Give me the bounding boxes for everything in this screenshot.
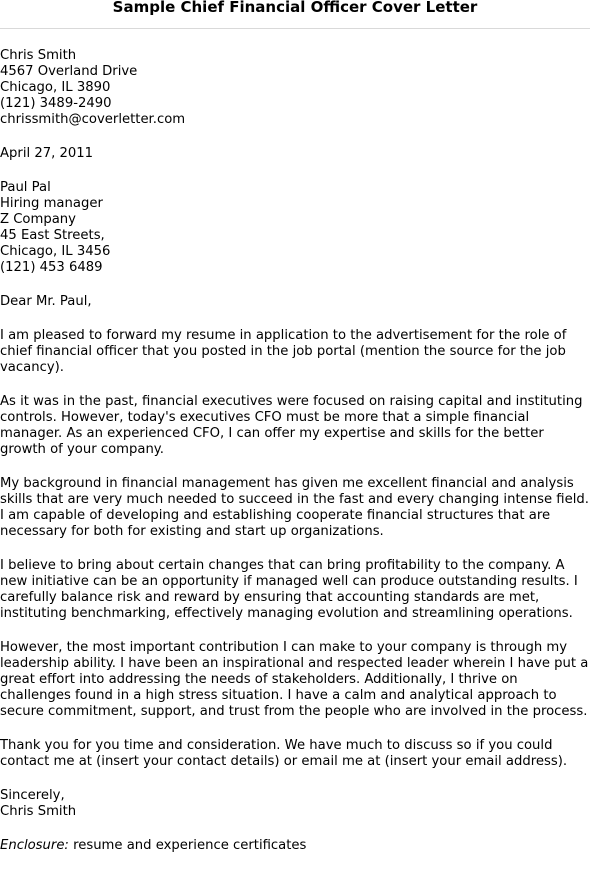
paragraph-thanks: Thank you for you time and consideration. We have much to discuss so if you could contact me at (insert your contact details) or email me at (insert your email address).: [0, 738, 568, 769]
signature-name: Chris Smith: [0, 804, 77, 819]
recipient-name: Paul Pal: [0, 180, 51, 195]
closing-text: Sincerely,: [0, 788, 65, 803]
recipient-company: Z Company: [0, 212, 76, 227]
page-title: Sample Chief Financial Officer Cover Letter: [112, 0, 478, 16]
sender-city: Chicago, IL 3890: [0, 80, 111, 95]
sender-email: chrissmith@coverletter.com: [0, 112, 186, 127]
recipient-address: [0, 180, 590, 276]
title-divider: [0, 28, 590, 29]
sender-address: [0, 48, 590, 128]
sender-phone: (121) 3489-2490: [0, 96, 112, 111]
paragraph-role-change: As it was in the past, financial executives were focused on raising capital and instituting controls. However, today's executives CFO must be more that a simple financial manager. As an experienced CFO, I can offer my expertise and skills for the better growth of your company.: [0, 394, 583, 457]
sender-street: 4567 Overland Drive: [0, 64, 138, 79]
paragraph-application: I am pleased to forward my resume in application to the advertisement for the role of chief financial officer that you posted in the job portal (mention the source for the job vacancy).: [0, 328, 567, 375]
enclosure: [0, 838, 590, 854]
salutation: [0, 294, 590, 310]
enclosure-line: [0, 838, 590, 854]
letter-date: [0, 146, 590, 162]
recipient-title: Hiring manager: [0, 196, 103, 211]
salutation-text: Dear Mr. Paul,: [0, 294, 92, 309]
paragraph-leadership: However, the most important contribution I can make to your company is through my leadership ability. I have been an inspirational and respected leader wherein I have put a great effort into addressing the needs of stakeholders. Additionally, I thrive on challenges found in a high stress situation. I have a calm and analytical approach to secure commitment, support, and trust from the people who are involved in the process.: [0, 640, 589, 719]
paragraph-background: My background in financial management has given me excellent financial and analysis skills that are very much needed to succeed in the fast and every changing intense field. I am capable of developing and establishing cooperate financial structures that are necessary for both for existing and start up organizations.: [0, 476, 589, 539]
recipient-city: Chicago, IL 3456: [0, 244, 111, 259]
recipient-phone: (121) 453 6489: [0, 260, 103, 275]
enclosure-text: resume and experience certificates: [68, 838, 307, 853]
enclosure-label: Enclosure:: [0, 838, 69, 853]
sender-name: Chris Smith: [0, 48, 77, 63]
signature-block: [0, 788, 590, 820]
recipient-street: 45 East Streets,: [0, 228, 105, 243]
letter-body: [0, 48, 590, 872]
paragraph-initiatives: I believe to bring about certain changes that can bring profitability to the company. A new initiative can be an opportunity if managed well can produce outstanding results. I carefully balance risk and reward by ensuring that accounting standards are met, instituting benchmarking, effectively managing evolution and streamlining operations.: [0, 558, 578, 621]
date-text: April 27, 2011: [0, 146, 94, 161]
